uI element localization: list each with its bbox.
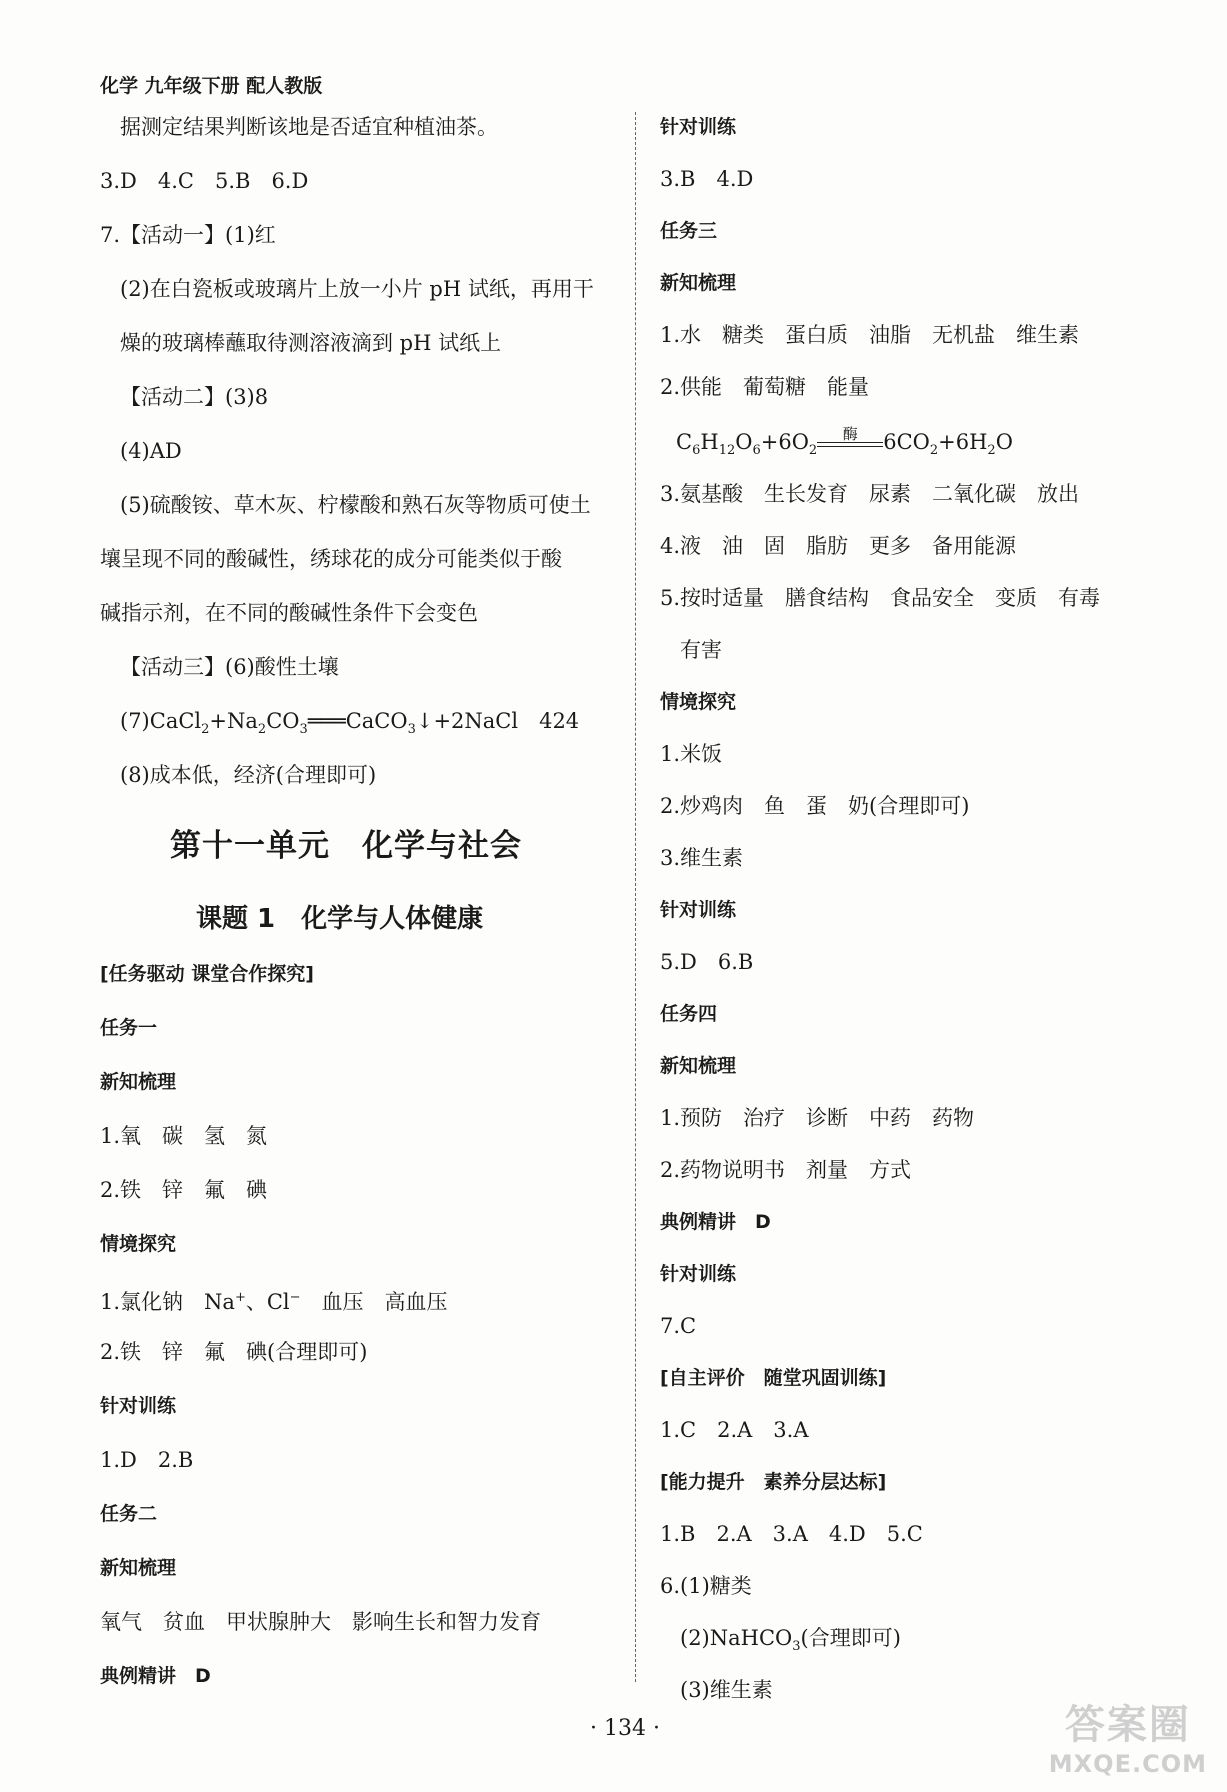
eq-part: H (700, 430, 719, 454)
text-part: (2)NaHCO (680, 1626, 793, 1650)
text-line: (4)AD (120, 439, 182, 463)
eq-sub: 2 (201, 722, 210, 738)
answer-line: 1.水 糖类 蛋白质 油脂 无机盐 维生素 (660, 323, 1080, 347)
section-heading: 新知梳理 (100, 1557, 177, 1579)
answer-line: 2.药物说明书 剂量 方式 (660, 1158, 912, 1182)
answer-line: 1.预防 治疗 诊断 中药 药物 (660, 1106, 975, 1130)
lesson-title: 课题 1 化学与人体健康 (196, 904, 484, 934)
text-line: 碱指示剂，在不同的酸碱性条件下会变色 (100, 601, 478, 625)
section-heading: 任务四 (660, 1003, 718, 1025)
eq-sub: 2 (808, 443, 818, 459)
section-heading: 任务一 (100, 1017, 158, 1039)
answer-line: 7.C (660, 1314, 697, 1338)
eq-part: +6O (760, 430, 809, 454)
answer-line: 典例精讲 D (100, 1665, 211, 1687)
eq-sub: 3 (792, 1639, 801, 1655)
text-line: (5)硫酸铵、草木灰、柠檬酸和熟石灰等物质可使土 (120, 493, 591, 517)
eq-sub: 3 (407, 722, 416, 738)
eq-part: 6CO (883, 430, 930, 454)
eq-part: O (735, 430, 753, 454)
answer-line: 3.氨基酸 生长发育 尿素 二氧化碳 放出 (660, 482, 1080, 506)
reaction-condition: 酶 (842, 425, 858, 443)
eq-sub: 2 (987, 443, 996, 459)
watermark-text-bottom: MXQE.COM (1048, 1750, 1207, 1778)
ion-sup: + (234, 1290, 246, 1305)
unit-title: 第十一单元 化学与社会 (170, 828, 522, 864)
eq-part: (7)CaCl (120, 709, 202, 733)
section-heading: 新知梳理 (660, 1055, 737, 1077)
answer-line: (3)维生素 (680, 1678, 773, 1702)
answer-line: 2.炒鸡肉 鱼 蛋 奶(合理即可) (660, 794, 970, 818)
section-heading: 新知梳理 (660, 272, 737, 294)
eq-part: ↓+2NaCl 424 (415, 709, 580, 733)
page-header: 化学 九年级下册 配人教版 (100, 75, 323, 97)
text-part: (合理即可) (800, 1626, 901, 1650)
ion-sup: − (289, 1290, 301, 1305)
section-heading: 情境探究 (660, 691, 737, 713)
section-heading: [自主评价 随堂巩固训练] (660, 1367, 887, 1389)
answer-line: 1.B 2.A 3.A 4.D 5.C (660, 1522, 923, 1546)
section-heading: [任务驱动 课堂合作探究] (100, 963, 314, 985)
section-heading: 针对训练 (660, 116, 737, 138)
section-heading: 针对训练 (100, 1395, 177, 1417)
section-heading: 针对训练 (660, 899, 737, 921)
eq-part: +Na (209, 709, 258, 733)
answer-line: 2.铁 锌 氟 碘 (100, 1178, 268, 1202)
answer-line: 3.D 4.C 5.B 6.D (100, 169, 309, 193)
equation-line (120, 707, 579, 744)
text-part: 1.氯化钠 Na (100, 1290, 235, 1314)
text-line: (2)在白瓷板或玻璃片上放一小片 pH 试纸，再用干 (120, 277, 594, 301)
section-heading: 任务二 (100, 1503, 158, 1525)
text-line: 【活动二】(3)8 (120, 385, 269, 409)
answer-line: 5.按时适量 膳食结构 食品安全 变质 有毒 (660, 586, 1101, 610)
eq-part: C (676, 430, 693, 454)
section-heading: [能力提升 素养分层达标] (660, 1471, 887, 1493)
answer-line: 5.D 6.B (660, 950, 754, 974)
eq-part: CO (266, 709, 300, 733)
text-line: 壤呈现不同的酸碱性，绣球花的成分可能类似于酸 (100, 547, 562, 571)
text-line: 据测定结果判断该地是否适宜种植油茶。 (120, 115, 498, 139)
eq-sub: 12 (718, 443, 736, 459)
eq-sub: 2 (929, 443, 939, 459)
answer-line: 典例精讲 D (660, 1211, 771, 1233)
answer-line: 6.(1)糖类 (660, 1574, 752, 1598)
answer-line: 有害 (680, 638, 722, 662)
eq-part: O (995, 430, 1013, 454)
section-heading: 新知梳理 (100, 1071, 177, 1093)
section-heading: 针对训练 (660, 1263, 737, 1285)
text-line: 【活动三】(6)酸性土壤 (120, 655, 339, 679)
text-line: (8)成本低，经济(合理即可) (120, 763, 377, 787)
answer-line: 2.供能 葡萄糖 能量 (660, 375, 870, 399)
answer-line: 4.液 油 固 脂肪 更多 备用能源 (660, 534, 1017, 558)
answer-line: 3.B 4.D (660, 167, 754, 191)
equation-line (676, 425, 1013, 465)
eq-sub: 6 (692, 443, 701, 459)
watermark-logo (1049, 1693, 1207, 1778)
eq-sub: 6 (752, 443, 761, 459)
answer-line: 氧气 贫血 甲状腺肿大 影响生长和智力发育 (100, 1610, 541, 1634)
answer-line: 2.铁 锌 氟 碘(合理即可) (100, 1340, 368, 1364)
page-number: · 134 · (590, 1716, 660, 1741)
watermark-text-top: 答案圈 (1064, 1702, 1191, 1748)
section-heading: 任务三 (660, 220, 718, 242)
text-line: 燥的玻璃棒蘸取待测溶液滴到 pH 试纸上 (120, 331, 502, 355)
answer-line: 7.【活动一】(1)红 (100, 223, 276, 247)
column-divider (635, 112, 636, 1682)
answer-line: 1.氧 碳 氢 氮 (100, 1124, 268, 1148)
answer-line (680, 1624, 901, 1661)
eq-sub: 2 (257, 722, 267, 738)
section-heading: 情境探究 (100, 1233, 177, 1255)
answer-line: 1.D 2.B (100, 1448, 194, 1472)
eq-part: +6H (938, 430, 988, 454)
answer-line: 1.C 2.A 3.A (660, 1418, 809, 1442)
reaction-arrow (817, 425, 883, 447)
answer-line: 3.维生素 (660, 846, 744, 870)
text-part: 、Cl (245, 1290, 290, 1314)
eq-part: ═══CaCO (307, 709, 408, 733)
eq-sub: 3 (299, 722, 308, 738)
answer-line (100, 1284, 448, 1316)
text-part: 血压 高血压 (300, 1290, 448, 1314)
answer-line: 1.米饭 (660, 742, 723, 766)
